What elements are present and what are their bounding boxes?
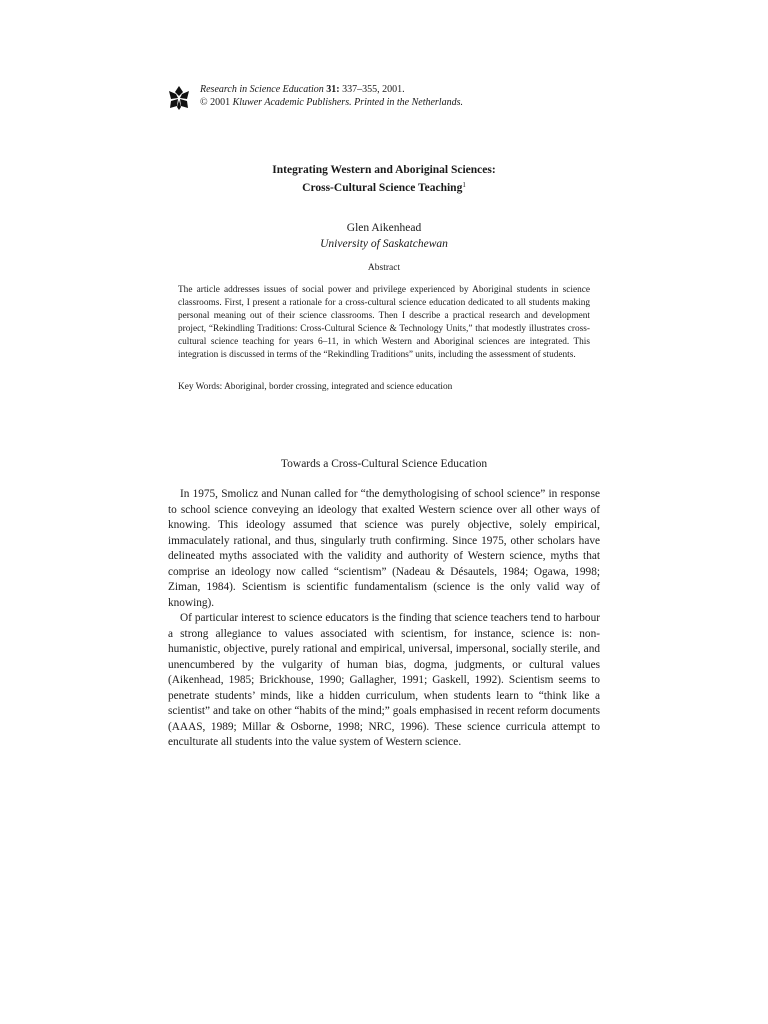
journal-citation — [200, 83, 463, 109]
paper-title-line2-text: Cross-Cultural Science Teaching — [302, 182, 463, 194]
title-footnote-marker: 1 — [462, 181, 466, 189]
paper-title-line1: Integrating Western and Aboriginal Sciences: — [272, 164, 496, 176]
paper-title-line2 — [168, 178, 600, 196]
author-name: Glen Aikenhead — [346, 222, 422, 234]
abstract-text: The article addresses issues of social power and privilege experienced by Aboriginal students in science classrooms. First, I present a rationale for a cross-cultural science education dedicated to all students making personal meaning out of their science classrooms. Then I describe a practical research and development project, “Rekindling Traditions: Cross-Cultural Science & Technology Units,” that modestly illustrates cross-cultural science teaching for years 6–11, in which Western and Aboriginal sciences are integrated. This integration is discussed in terms of the “Rekindling Traditions” units, including the assessment of students. — [178, 285, 590, 360]
journal-citation-line2 — [200, 96, 463, 109]
journal-pages-year: 337–355, 2001. — [342, 84, 405, 95]
copyright-notice: © 2001 — [200, 97, 231, 108]
journal-header — [168, 83, 588, 113]
abstract-heading: Abstract — [367, 263, 401, 273]
printed-location: Printed in the Netherlands. — [354, 97, 463, 108]
publisher-logo-icon — [168, 85, 190, 111]
abstract-body — [178, 284, 590, 362]
key-words: Key Words: Aboriginal, border crossing, integrated and science education — [178, 382, 453, 392]
journal-citation-line1 — [200, 83, 463, 96]
author-affiliation: University of Saskatchewan — [320, 238, 448, 250]
publisher-name: Kluwer Academic Publishers. — [232, 97, 352, 108]
body-paragraph: Of particular interest to science educators is the finding that science teachers tend to harbour a strong allegiance to values associated with scientism, for instance, science is: non-humanistic, objective, purely rational and empirical, universal, impersonal, socially sterile, and unencumbered by the vulgarity of human bias, dogma, judgments, or cultural values (Aikenhead, 1985; Brickhouse, 1990; Gallagher, 1991; Gaskell, 1992). Scientism seems to penetrate students’ minds, like a hidden curriculum, when students learn to “think like a scientist” and take on other “habits of the mind;” goals emphasised in recent reform documents (AAAS, 1989; Millar & Osborne, 1998; NRC, 1996). These science curricula attempt to enculturate all students into the value system of Western science. — [168, 612, 600, 748]
journal-name: Research in Science Education — [200, 84, 324, 95]
body-text — [168, 487, 600, 751]
journal-volume: 31: — [326, 84, 340, 95]
body-paragraph: In 1975, Smolicz and Nunan called for “the demythologising of school science” in response to school science conveying an ideology that exalted Western science over all other ways of knowing. This ideology assumed that science was purely objective, solely empirical, immaculately rational, and thus, singularly truth confirming. Since 1975, other scholars have delineated myths associated with the validity and authority of Western science, myths that comprise an ideology now called “scientism” (Nadeau & Désautels, 1984; Ogawa, 1998; Ziman, 1984). Scientism is scientific fundamentalism (science is the only valid way of knowing). — [168, 488, 600, 609]
section-heading: Towards a Cross-Cultural Science Education — [280, 458, 488, 470]
paper-title — [168, 163, 600, 196]
